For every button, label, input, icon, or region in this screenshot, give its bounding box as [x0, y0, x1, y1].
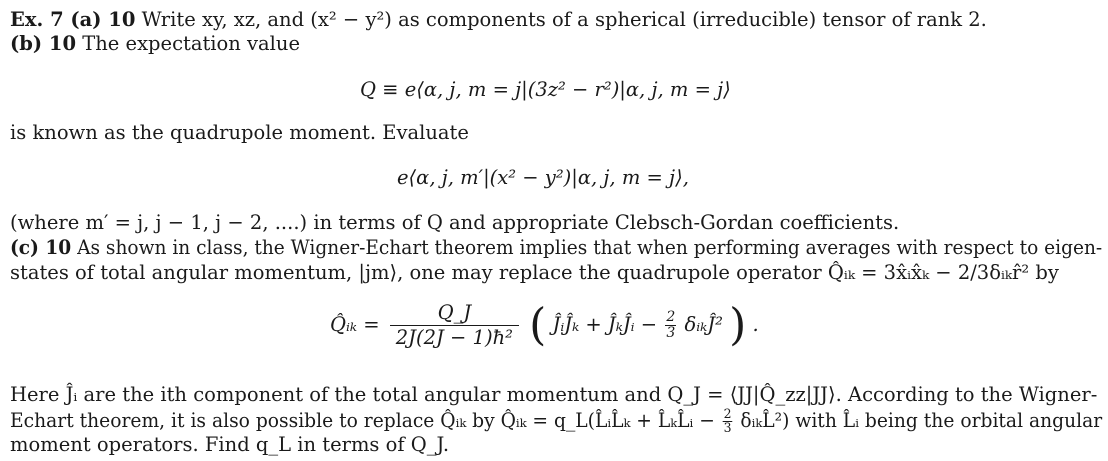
- echart-text-a: Echart theorem, it is also possible to replace Q̂ᵢₖ by Q̂ᵢₖ = q_L(L̂ᵢL̂ₖ + L̂ₖL̂ᵢ −: [10, 409, 715, 432]
- part-b-text: The expectation value: [82, 32, 301, 55]
- wigner-eckart-equation: [330, 299, 759, 351]
- echart-text-b: δᵢₖL̂²) with L̂ᵢ being the orbital angular: [740, 409, 1103, 432]
- part-c-line: [10, 236, 1102, 260]
- part-a-label: Ex. 7 (a) 10: [10, 8, 136, 31]
- eq3-two-thirds-den: 3: [666, 325, 676, 341]
- part-a-text: Write xy, xz, and (x² − y²) as components of a spherical (irreducible) tensor of rank 2.: [141, 8, 987, 31]
- eq3-right-paren: ): [729, 299, 747, 351]
- eq3-body-a: ĴᵢĴₖ + ĴₖĴᵢ −: [552, 313, 658, 336]
- part-c-label: (c) 10: [10, 236, 72, 259]
- eq3-left-paren: (: [529, 299, 547, 351]
- matrix-element-equation: e⟨α, j, m′|(x² − y²)|α, j, m = j⟩,: [397, 166, 689, 189]
- eq3-numerator: Q_J: [390, 302, 519, 326]
- eq3-lhs: Q̂ᵢₖ =: [330, 313, 380, 336]
- echart-two-thirds-den: 3: [723, 421, 732, 436]
- where-line: (where m′ = j, j − 1, j − 2, ....) in terms of Q and appropriate Clebsch-Gordan coefficients.: [10, 211, 900, 234]
- echart-line: [10, 408, 1102, 435]
- eq3-two-thirds: [665, 310, 676, 341]
- here-line: Here Ĵᵢ are the ith component of the total angular momentum and Q_J = ⟨JJ|Q̂_zz|JJ⟩. According to the Wigner-: [10, 383, 1098, 406]
- eq3-body-b: δᵢₖĴ²: [684, 313, 723, 336]
- find-line: moment operators. Find q_L in terms of Q_J.: [10, 433, 450, 456]
- part-b-line: [10, 32, 300, 56]
- eq3-fraction: [390, 302, 519, 349]
- eq3-denominator: 2J(2J − 1)ħ²: [395, 326, 513, 349]
- part-b-label: (b) 10: [10, 32, 77, 55]
- eq3-two-thirds-num: 2: [666, 309, 676, 325]
- eq3-period: .: [752, 313, 759, 336]
- echart-two-thirds: [723, 408, 733, 435]
- states-line: states of total angular momentum, |jm⟩, one may replace the quadrupole operator Q̂ᵢₖ = 3x̂ᵢx̂ₖ − 2/3δᵢₖr̂² by: [10, 261, 1059, 284]
- quadrupole-moment-equation: Q ≡ e⟨α, j, m = j|(3z² − r²)|α, j, m = j⟩: [360, 78, 731, 101]
- part-a-line: [10, 8, 987, 32]
- echart-two-thirds-num: 2: [723, 407, 732, 422]
- part-c-text: As shown in class, the Wigner-Echart theorem implies that when performing averages with respect to eigen-: [77, 236, 1103, 259]
- evaluate-line: is known as the quadrupole moment. Evaluate: [10, 121, 469, 144]
